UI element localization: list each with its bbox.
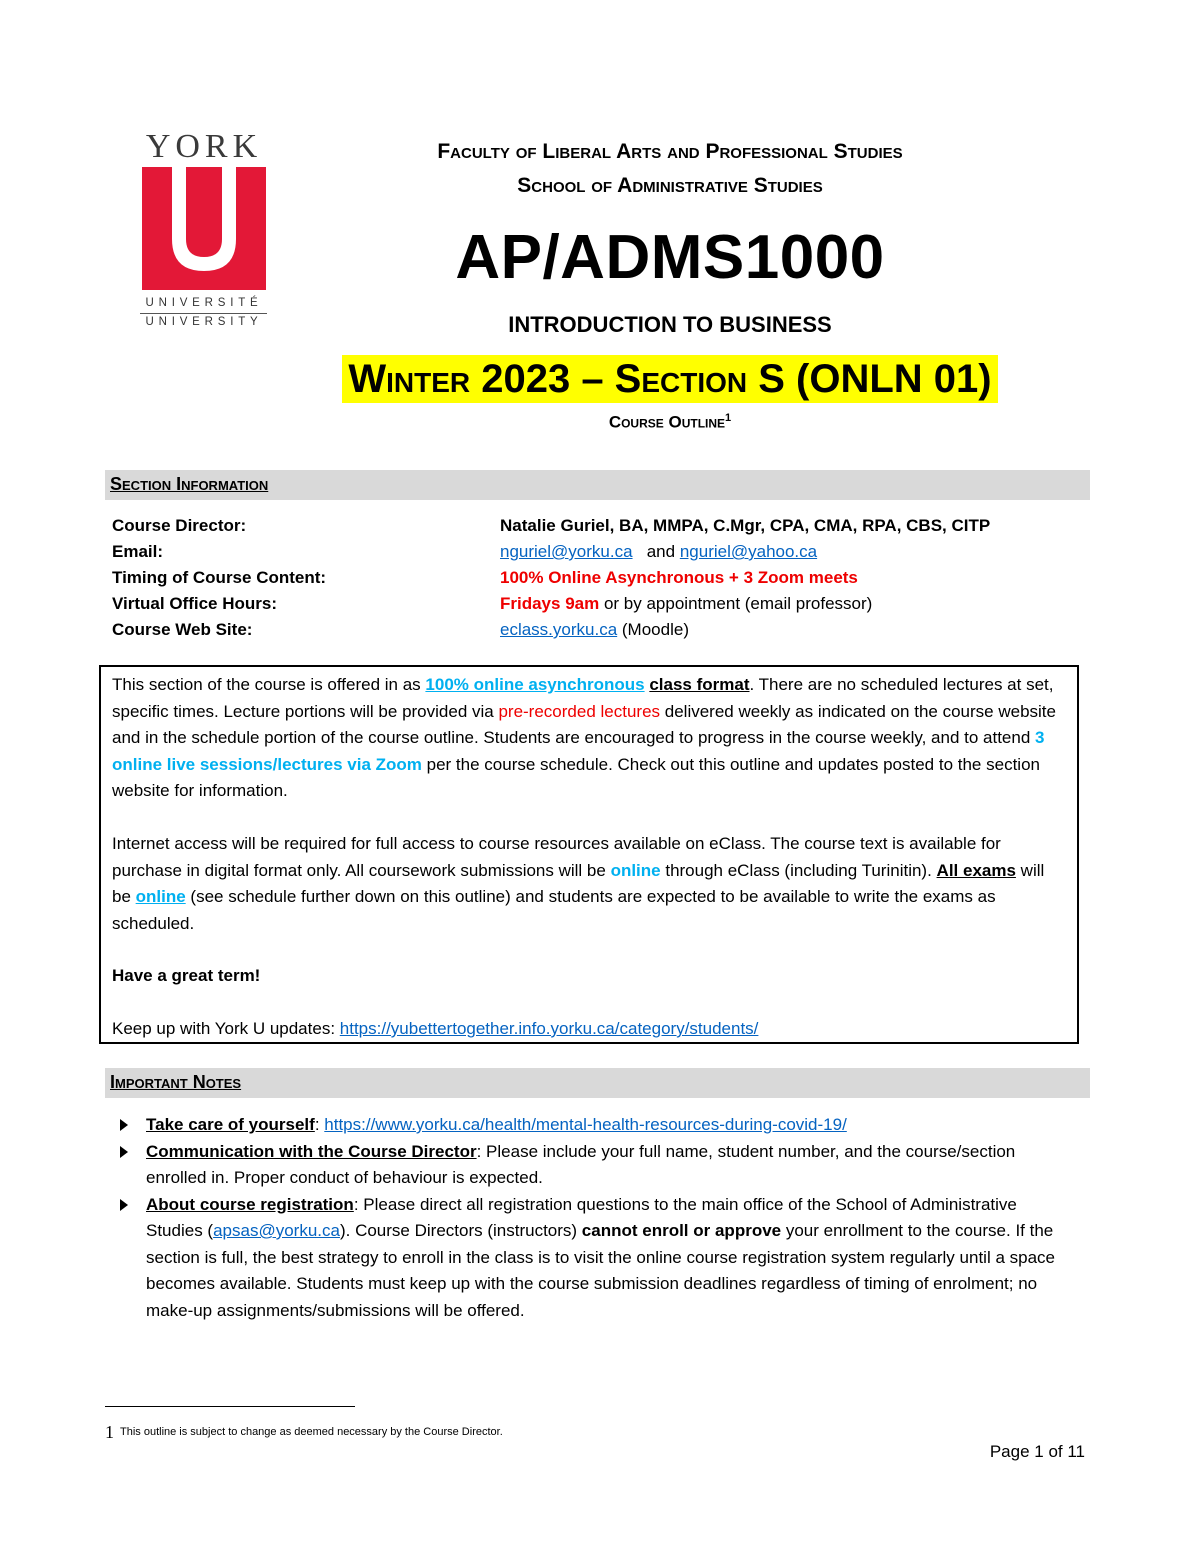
exams-online-link[interactable]: online <box>135 887 186 906</box>
class-format-text: class format <box>649 675 750 694</box>
footnote-divider <box>105 1406 355 1407</box>
footnote-number: 1 <box>105 1422 114 1442</box>
info-label-director: Course Director: <box>112 516 247 535</box>
info-value-office-hours <box>500 594 872 614</box>
footnote <box>105 1422 503 1443</box>
school-name: School of Administrative Studies <box>517 174 823 197</box>
important-notes-title: Important Notes <box>110 1072 242 1092</box>
footnote-text: This outline is subject to change as deemed necessary by the Course Director. <box>120 1426 503 1438</box>
footnote-ref: 1 <box>725 412 732 424</box>
note-colon: : <box>314 1115 325 1134</box>
info-label-timing: Timing of Course Content: <box>112 568 327 587</box>
notice-text: will be <box>112 860 1045 906</box>
website-rest: (Moodle) <box>617 620 689 639</box>
notice-text: This section of the course is offered in as <box>112 675 426 694</box>
important-notes-bar <box>105 1068 1090 1098</box>
bullet-arrow-icon <box>120 1199 128 1211</box>
page-number: Page 1 of 11 <box>989 1442 1085 1461</box>
faculty-name: Faculty of Liberal Arts and Professional Studies <box>437 140 903 163</box>
note-text: Please direct all registration questions to the main office of the School of Administrative Studies ( <box>146 1194 1017 1240</box>
notice-text: . There are no scheduled lectures at set, specific times. Lecture portions will be provided via <box>112 675 1054 721</box>
course-code: AP/ADMS1000 <box>455 223 885 292</box>
notice-text: (see schedule further down on this outline) and students are expected to be available to write the exams as scheduled. <box>112 887 996 933</box>
list-item <box>120 1112 1075 1139</box>
course-outline-label <box>310 412 1030 433</box>
eclass-link[interactable]: eclass.yorku.ca <box>500 620 618 639</box>
pre-recorded-text: pre-recorded lectures <box>498 701 661 721</box>
info-value-timing: 100% Online Asynchronous + 3 Zoom meets <box>500 568 858 587</box>
online-async-link[interactable]: 100% online asynchronous <box>425 675 645 694</box>
york-u-logo <box>142 167 266 290</box>
info-label-office-hours: Virtual Office Hours: <box>112 594 277 613</box>
section-info-title: Section Information <box>110 474 269 494</box>
bullet-arrow-icon <box>120 1119 128 1131</box>
list-item <box>120 1139 1075 1192</box>
note-text: your enrollment to the course. If the section is full, the best strategy to enroll in the class is to visit the online course registration system regularly until a space becomes available. Students must keep up with the course submission deadlines regardless of timing of enrolment; no make-up assignments/submissions will be offered. <box>146 1221 1055 1320</box>
email-link-yorku[interactable]: nguriel@yorku.ca <box>500 542 633 561</box>
logo-universite: UNIVERSITÉ <box>145 297 263 309</box>
info-value-website <box>500 620 689 640</box>
info-value-email <box>500 542 817 562</box>
info-label-website: Course Web Site: <box>112 620 253 639</box>
notice-greeting: Have a great term! <box>112 966 261 985</box>
note-colon: : <box>353 1194 364 1214</box>
info-label-email: Email: <box>112 542 164 561</box>
email-and: and <box>646 542 676 561</box>
logo-university: UNIVERSITY <box>145 316 263 328</box>
course-name: INTRODUCTION TO BUSINESS <box>508 312 832 337</box>
note-text: Please include your full name, student number, and the course/section enrolled in. Proper conduct of behaviour is expected. <box>146 1141 1016 1187</box>
u-shape-icon <box>142 167 266 290</box>
notice-text: through eClass (including Turinitin). <box>660 860 937 880</box>
logo-york-word: YORK <box>145 128 263 165</box>
note-heading: Communication with the Course Director <box>146 1141 477 1161</box>
note-heading: Take care of yourself <box>146 1115 315 1134</box>
term-banner <box>310 355 1030 403</box>
list-item <box>120 1192 1075 1325</box>
note-colon: : <box>476 1141 487 1161</box>
notice-text: per the course schedule. Check out this outline and updates posted to the section website for information. <box>112 754 1040 800</box>
notice-paragraph-2 <box>112 831 1067 937</box>
mental-health-link[interactable]: https://www.yorku.ca/health/mental-health-resources-during-covid-19/ <box>324 1115 847 1134</box>
zoom-sessions-text: 3 online live sessions/lectures via Zoom <box>112 728 1045 774</box>
online-submissions-text: online <box>610 860 661 880</box>
notice-paragraph-1 <box>112 672 1067 805</box>
bullet-arrow-icon <box>120 1146 128 1158</box>
notice-text: delivered weekly as indicated on the course website and in the schedule portion of the course outline. Students are encouraged to progress in the course weekly, and to attend <box>112 701 1056 747</box>
info-value-director: Natalie Guriel, BA, MMPA, C.Mgr, CPA, CMA, RPA, CBS, CITP <box>500 516 991 535</box>
all-exams-text: All exams <box>936 860 1016 880</box>
office-hours-time: Fridays 9am <box>500 594 600 613</box>
yubettertogether-link[interactable]: https://yubettertogether.info.yorku.ca/category/students/ <box>339 1019 759 1038</box>
note-text: ). Course Directors (instructors) <box>339 1221 582 1240</box>
term-label: Winter 2023 – Section S (ONLN 01) <box>342 355 997 403</box>
logo-divider <box>140 313 267 314</box>
note-bold-text: cannot enroll or approve <box>581 1221 782 1240</box>
notice-text: Keep up with York U updates: <box>112 1019 340 1038</box>
apsas-email-link[interactable]: apsas@yorku.ca <box>213 1221 340 1240</box>
outline-text: Course Outline <box>608 412 726 432</box>
office-hours-rest: or by appointment (email professor) <box>599 594 873 613</box>
important-notes-list <box>120 1112 1075 1324</box>
notice-updates-line <box>112 1016 1067 1043</box>
notice-text: Internet access will be required for full access to course resources available on eClass. The course text is available for purchase in digital format only. All coursework submissions will be <box>112 834 1001 880</box>
email-link-yahoo[interactable]: nguriel@yahoo.ca <box>679 542 818 561</box>
note-heading: About course registration <box>146 1194 354 1214</box>
